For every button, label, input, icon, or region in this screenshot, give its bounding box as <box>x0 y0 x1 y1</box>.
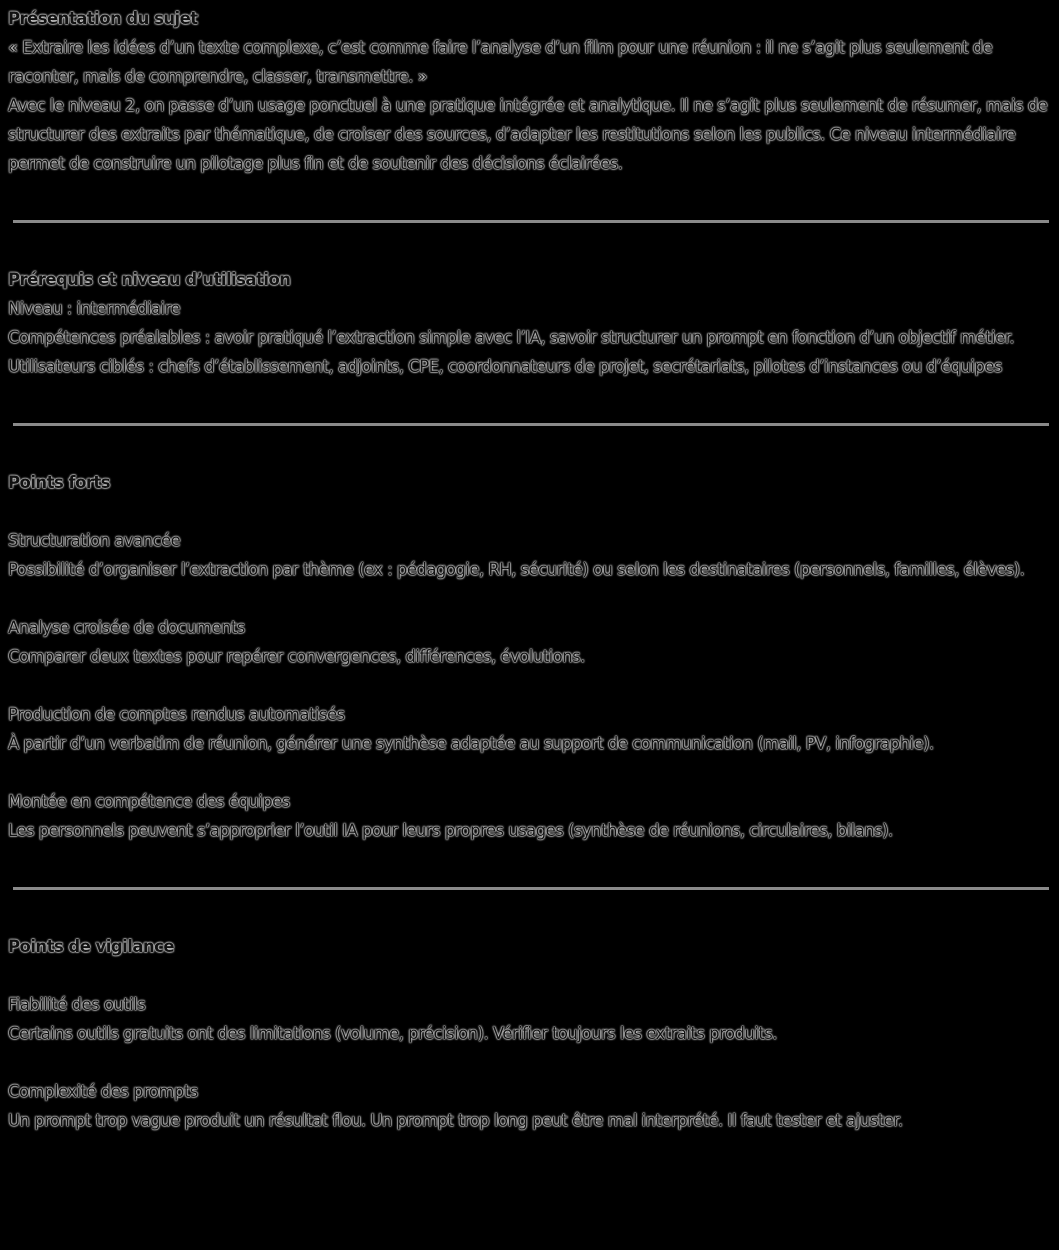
prerequis-competences: Compétences préalables : avoir pratiqué l’extraction simple avec l’IA, savoir structurer un prompt en fonction d’un objectif métier. <box>8 328 1015 347</box>
spacer <box>8 178 1051 207</box>
horizontal-rule <box>13 423 1049 426</box>
item-text: À partir d’un verbatim de réunion, générer une synthèse adaptée au support de communication (mail, PV, infographie). <box>8 734 934 753</box>
divider-2 <box>8 410 1051 439</box>
vigilance-heading: Points de vigilance <box>8 937 174 956</box>
item-text: Possibilité d’organiser l’extraction par thème (ex : pédagogie, RH, sécurité) ou selon les destinataires (personnels, familles, élèves). <box>8 560 1025 579</box>
divider-3 <box>8 874 1051 903</box>
vigilance-item <box>8 990 1051 1048</box>
vigilance-section <box>8 932 1051 1135</box>
item-title: Production de comptes rendus automatisés <box>8 705 345 724</box>
spacer <box>8 845 1051 874</box>
spacer <box>8 758 1051 787</box>
item-title: Structuration avancée <box>8 531 181 550</box>
item-text: Comparer deux textes pour repérer convergences, différences, évolutions. <box>8 647 585 666</box>
spacer <box>8 671 1051 700</box>
spacer <box>8 903 1051 932</box>
points-forts-section <box>8 468 1051 845</box>
spacer <box>8 961 1051 990</box>
item-text: Un prompt trop vague produit un résultat flou. Un prompt trop long peut être mal interprété. Il faut tester et ajuster. <box>8 1111 903 1130</box>
points-forts-item <box>8 787 1051 845</box>
intro-heading: Présentation du sujet <box>8 9 198 28</box>
prerequis-heading: Prérequis et niveau d’utilisation <box>8 270 291 289</box>
prerequis-niveau: Niveau : intermédiaire <box>8 299 181 318</box>
points-forts-heading: Points forts <box>8 473 111 492</box>
spacer <box>8 381 1051 410</box>
item-title: Analyse croisée de documents <box>8 618 245 637</box>
intro-section <box>8 4 1051 178</box>
intro-quote: « Extraire les idées d’un texte complexe, c’est comme faire l’analyse d’un film pour une réunion : il ne s’agit plus seulement de raconter, mais de comprendre, classer, transmettre. » <box>8 38 993 86</box>
points-forts-item <box>8 613 1051 671</box>
horizontal-rule <box>13 887 1049 890</box>
item-title: Complexité des prompts <box>8 1082 198 1101</box>
item-title: Montée en compétence des équipes <box>8 792 290 811</box>
item-text: Les personnels peuvent s’approprier l’outil IA pour leurs propres usages (synthèse de réunions, circulaires, bilans). <box>8 821 893 840</box>
intro-body: Avec le niveau 2, on passe d’un usage ponctuel à une pratique intégrée et analytique. Il ne s’agit plus seulement de résumer, mais de structurer des extraits par thématique, de croiser des sources, d’adapter les restitutions selon les publics. Ce niveau intermédiaire permet de construire un pilotage plus fin et de soutenir des décisions éclairées. <box>8 96 1048 173</box>
item-title: Fiabilité des outils <box>8 995 146 1014</box>
item-text: Certains outils gratuits ont des limitations (volume, précision). Vérifier toujours les extraits produits. <box>8 1024 778 1043</box>
spacer <box>8 584 1051 613</box>
spacer <box>8 1048 1051 1077</box>
spacer <box>8 439 1051 468</box>
prerequis-utilisateurs: Utilisateurs ciblés : chefs d’établissement, adjoints, CPE, coordonnateurs de projet, secrétariats, pilotes d’instances ou d’équipes <box>8 357 1002 376</box>
spacer <box>8 236 1051 265</box>
prerequis-section <box>8 265 1051 381</box>
points-forts-item <box>8 526 1051 584</box>
vigilance-item <box>8 1077 1051 1135</box>
points-forts-item <box>8 700 1051 758</box>
horizontal-rule <box>13 220 1049 223</box>
divider-1 <box>8 207 1051 236</box>
spacer <box>8 497 1051 526</box>
